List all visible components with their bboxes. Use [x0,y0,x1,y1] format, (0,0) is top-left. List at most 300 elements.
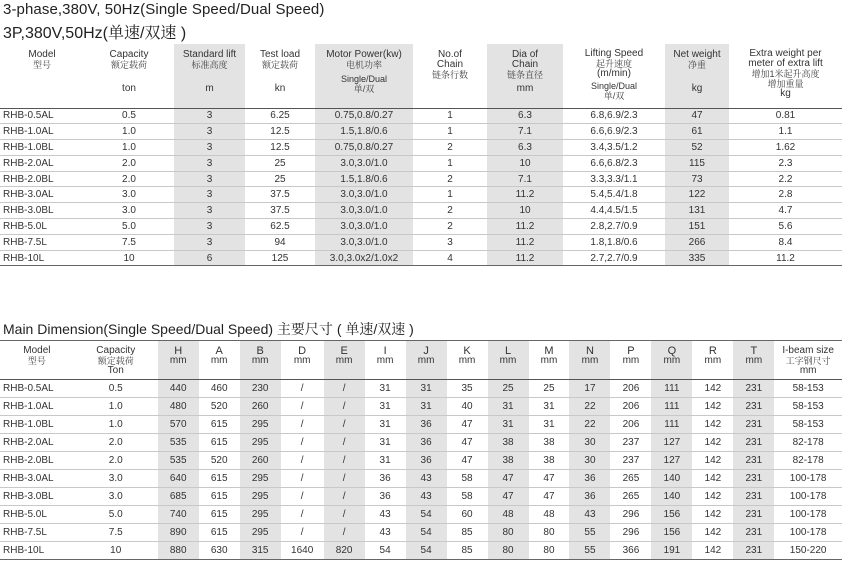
col-header-model: Model 型号 [23,345,51,366]
table-cell: 1 [447,110,453,122]
table-cell: 8.4 [778,236,793,248]
table-cell: 1640 [291,545,314,556]
table-cell: 3 [174,140,245,156]
table-cell: 2.0 [108,437,123,448]
table-cell: 142 [704,419,722,430]
col-header-dim-b: B mm [240,341,281,380]
table-cell: 80 [488,542,529,560]
table-cell: 231 [733,470,774,488]
table-cell: 140 [651,488,692,506]
col-header-extra-weight: Extra weight per meter of extra lift 增加1米起升高度 增加重量 kg [748,48,823,99]
table-cell: / [324,398,365,416]
table-cell: 47 [461,437,473,448]
model-cell: RHB-2.0BL [3,455,54,466]
table-cell: 615 [210,527,228,538]
table-cell: 36 [406,452,447,470]
table-cell: 62.5 [270,220,290,232]
table-cell: 47 [665,108,729,124]
table-cell: 55 [569,542,610,560]
table-cell: 100-178 [789,509,827,520]
table-cell: 3 [174,155,245,171]
table-cell: 2 [447,205,453,217]
table-cell: 25 [488,380,529,398]
table-cell: 82-178 [792,455,824,466]
table-cell: 36 [569,488,610,506]
table-cell: 4.7 [778,205,793,217]
model-cell: RHB-5.0L [3,509,47,520]
table-cell: 366 [622,545,640,556]
table-cell: 5.4,5.4/1.8 [590,189,638,201]
table-cell: 43 [406,470,447,488]
table-cell: 535 [158,434,199,452]
model-cell: RHB-1.0AL [3,126,54,138]
table-cell: 0.75,0.8/0.27 [315,140,413,156]
table-cell: 295 [240,488,281,506]
table-cell: 2.3 [778,157,793,169]
col-header-net-weight: Net weight 净重 kg [665,44,729,108]
table-cell: 7.5 [122,236,136,248]
table-cell: / [324,470,365,488]
table-cell: 890 [158,524,199,542]
table-cell: 3 [174,187,245,203]
spec-header-row [0,44,842,108]
table-cell: 40 [461,401,473,412]
table-cell: 37.5 [270,205,290,217]
table-cell: 100-178 [789,491,827,502]
col-header-dim-d: D mm [293,345,311,366]
table-cell: 266 [665,234,729,250]
table-cell: 127 [651,452,692,470]
table-cell: 3 [174,124,245,140]
table-cell: 115 [665,155,729,171]
table-cell: 142 [704,527,722,538]
table-cell: 82-178 [792,437,824,448]
table-cell: 142 [704,455,722,466]
table-cell: 3.0,3.0/1.0 [315,187,413,203]
col-header-capacity: Capacity 额定载荷 Ton [96,345,136,376]
table-cell: 43 [379,527,391,538]
table-cell: 237 [622,437,640,448]
table-row [0,398,842,416]
table-cell: 231 [733,434,774,452]
table-cell: 335 [665,250,729,266]
table-cell: 440 [158,380,199,398]
table-cell: 295 [240,524,281,542]
table-cell: 100-178 [789,473,827,484]
table-cell: 7.1 [487,124,563,140]
table-cell: 6.6,6.9/2.3 [590,126,638,138]
table-cell: / [324,524,365,542]
table-cell: 6.8,6.9/2.3 [590,110,638,122]
table-cell: 1.0 [108,401,123,412]
table-cell: 47 [543,491,555,502]
table-cell: 3.0,3.0x2/1.0x2 [315,250,413,266]
table-cell: 7.5 [108,527,123,538]
table-cell: 260 [240,398,281,416]
table-cell: 615 [210,437,228,448]
table-cell: 295 [240,470,281,488]
col-header-chain-count: No.of Chain 链条行数 [431,49,468,80]
table-cell: 31 [406,398,447,416]
table-cell: 36 [406,434,447,452]
table-cell: 38 [488,452,529,470]
table-cell: 142 [704,437,722,448]
table-cell: 80 [488,524,529,542]
table-cell: 54 [406,524,447,542]
table-cell: 206 [622,401,640,412]
table-cell: 55 [569,524,610,542]
dimension-table-body [0,380,842,560]
model-cell: RHB-0.5AL [3,110,54,122]
table-cell: 3.0,3.0/1.0 [315,203,413,219]
col-header-capacity: Capacity 额定载荷 ton [109,49,149,94]
table-cell: 640 [158,470,199,488]
table-cell: 820 [324,542,365,560]
spec-table-title-en: 3-phase,380V, 50Hz(Single Speed/Dual Speed) [3,1,325,18]
model-cell: RHB-2.0AL [3,437,54,448]
table-row [0,488,842,506]
table-row [0,250,842,266]
table-cell: 127 [651,434,692,452]
table-cell: 3.3,3.3/1.1 [590,173,638,185]
table-cell: 6.25 [270,110,290,122]
col-header-lifting-speed: Lifting Speed 起升速度 (m/min) Single/Dual 单/双 [584,48,644,101]
table-cell: 111 [651,380,692,398]
table-cell: / [300,383,304,394]
table-cell: 6.6,6.8/2.3 [590,157,638,169]
table-cell: 3.0 [108,473,123,484]
table-cell: 3.0,3.0/1.0 [315,219,413,235]
table-cell: 142 [704,401,722,412]
col-header-ibeam-size: I-beam size 工字钢尺寸 mm [782,345,834,376]
col-header-dim-k: K mm [458,345,476,366]
table-cell: 30 [569,452,610,470]
dimension-table-title: Main Dimension(Single Speed/Dual Speed) 主要尺寸 ( 单速/双速 ) [3,321,414,337]
table-cell: 111 [651,416,692,434]
table-cell: 206 [622,383,640,394]
table-cell: 142 [704,509,722,520]
table-cell: 11.2 [487,234,563,250]
model-cell: RHB-3.0BL [3,491,54,502]
table-cell: 140 [651,470,692,488]
table-cell: 740 [158,506,199,524]
model-cell: RHB-3.0AL [3,189,54,201]
table-cell: 6.3 [487,140,563,156]
table-cell: 58 [461,491,473,502]
table-cell: 94 [274,236,286,248]
table-cell: 3 [174,234,245,250]
table-cell: 47 [488,488,529,506]
col-header-dim-r: R mm [704,345,722,366]
table-cell: 31 [379,437,391,448]
table-cell: 111 [651,398,692,416]
table-cell: 52 [665,140,729,156]
dimension-table [0,340,842,560]
table-cell: 630 [210,545,228,556]
table-cell: 54 [406,542,447,560]
col-header-dim-p: P mm [622,345,640,366]
table-cell: 122 [665,187,729,203]
table-row [0,542,842,560]
table-row [0,416,842,434]
table-cell: 0.5 [122,110,136,122]
table-row [0,124,842,140]
table-cell: 3.0 [108,491,123,502]
table-cell: 520 [210,401,228,412]
table-cell: 231 [733,380,774,398]
table-cell: 37.5 [270,189,290,201]
table-cell: 31 [543,419,555,430]
table-cell: 58-153 [792,401,824,412]
table-cell: 1 [447,157,453,169]
table-cell: 1.1 [778,126,793,138]
table-cell: 1.62 [775,141,796,153]
table-cell: 43 [379,509,391,520]
table-cell: 3.0 [122,205,136,217]
table-cell: 48 [488,506,529,524]
table-cell: 25 [274,157,286,169]
table-row [0,524,842,542]
table-cell: 11.2 [776,252,795,264]
table-cell: 520 [210,455,228,466]
table-cell: 12.5 [270,141,290,153]
model-cell: RHB-1.0BL [3,419,54,430]
table-row [0,219,842,235]
table-row [0,380,842,398]
table-cell: 3 [174,203,245,219]
table-cell: 31 [543,401,555,412]
table-cell: 880 [158,542,199,560]
table-cell: 1.5,1.8/0.6 [315,171,413,187]
table-cell: 3.4,3.5/1.2 [590,141,638,153]
model-cell: RHB-7.5L [3,527,47,538]
col-header-model: Model 型号 [28,49,56,70]
table-cell: 265 [622,491,640,502]
table-cell: 100-178 [789,527,827,538]
model-cell: RHB-2.0AL [3,157,54,169]
table-cell: 58-153 [792,383,824,394]
table-cell: 36 [406,416,447,434]
table-cell: / [300,509,304,520]
table-cell: 2.2 [778,173,793,185]
table-cell: 1.0 [122,126,136,138]
col-header-dim-n: N mm [569,341,610,380]
table-cell: 43 [406,488,447,506]
table-cell: 535 [158,452,199,470]
table-cell: 11.2 [487,250,563,266]
table-cell: 315 [240,542,281,560]
col-header-dim-t: T mm [733,341,774,380]
model-cell: RHB-1.0BL [3,141,54,153]
table-cell: 685 [158,488,199,506]
table-cell: 80 [543,545,555,556]
col-header-standard-lift: Standard lift 标准高度 m [174,44,245,108]
table-cell: 3.0,3.0/1.0 [315,155,413,171]
col-header-dim-i: I mm [376,345,394,366]
table-cell: 1.5,1.8/0.6 [315,124,413,140]
table-cell: 31 [488,416,529,434]
table-cell: / [324,506,365,524]
model-cell: RHB-5.0L [3,220,47,232]
table-cell: 231 [733,506,774,524]
table-cell: 295 [240,416,281,434]
table-cell: 17 [569,380,610,398]
model-cell: RHB-3.0BL [3,205,54,217]
table-cell: 5.0 [108,509,123,520]
table-cell: / [300,419,304,430]
table-cell: 1.0 [122,141,136,153]
table-cell: 2.8,2.7/0.9 [590,220,638,232]
table-cell: 85 [461,527,473,538]
table-cell: 265 [622,473,640,484]
table-row [0,155,842,171]
spec-table-title-cn: 3P,380V,50Hz(单速/双速 ) [3,25,187,42]
table-cell: 150-220 [789,545,827,556]
col-header-dim-e: E mm [324,341,365,380]
table-cell: 3 [174,108,245,124]
table-cell: 231 [733,542,774,560]
table-cell: 142 [704,473,722,484]
table-cell: 3.0 [122,189,136,201]
table-cell: 142 [704,491,722,502]
table-cell: 31 [379,455,391,466]
table-row [0,470,842,488]
table-cell: / [300,491,304,502]
table-cell: 125 [271,252,289,264]
table-cell: 54 [406,506,447,524]
table-cell: 1.8,1.8/0.6 [590,236,638,248]
table-row [0,171,842,187]
table-cell: 58-153 [792,419,824,430]
table-cell: 48 [543,509,555,520]
table-cell: 191 [651,542,692,560]
table-row [0,187,842,203]
table-cell: 11.2 [487,219,563,235]
table-cell: 615 [210,473,228,484]
table-cell: 22 [569,398,610,416]
col-header-dim-j: J mm [406,341,447,380]
col-header-dim-l: L mm [488,341,529,380]
table-cell: / [300,527,304,538]
table-cell: 2.7,2.7/0.9 [590,252,638,264]
table-cell: 615 [210,509,228,520]
table-cell: 3 [447,236,453,248]
table-cell: 47 [461,455,473,466]
table-cell: 31 [488,398,529,416]
table-cell: 25 [543,383,555,394]
table-cell: 615 [210,491,228,502]
table-cell: / [300,401,304,412]
table-cell: 58 [461,473,473,484]
table-cell: 3 [174,219,245,235]
table-cell: / [300,455,304,466]
table-row [0,434,842,452]
table-cell: 7.1 [487,171,563,187]
table-cell: 31 [379,401,391,412]
table-cell: 38 [543,455,555,466]
model-cell: RHB-7.5L [3,236,47,248]
table-row [0,506,842,524]
table-cell: 30 [569,434,610,452]
table-cell: 85 [461,545,473,556]
table-row [0,108,842,124]
table-row [0,234,842,250]
table-cell: / [300,437,304,448]
table-cell: 237 [622,455,640,466]
table-cell: 156 [651,524,692,542]
table-cell: 3.0,3.0/1.0 [315,234,413,250]
table-cell: 4.4,4.5/1.5 [590,205,638,217]
table-cell: 31 [406,380,447,398]
table-cell: 80 [543,527,555,538]
dimension-header-row [0,341,842,380]
model-cell: RHB-3.0AL [3,473,54,484]
table-cell: 5.0 [122,220,136,232]
table-cell: 231 [733,398,774,416]
col-header-dim-a: A mm [210,345,228,366]
table-cell: 0.81 [775,110,796,122]
col-header-dim-m: M mm [540,345,558,366]
table-cell: 38 [543,437,555,448]
col-header-dim-h: H mm [158,341,199,380]
table-cell: 2 [447,141,453,153]
table-cell: 206 [622,419,640,430]
table-cell: 22 [569,416,610,434]
table-cell: 5.6 [778,220,793,232]
table-cell: 36 [379,491,391,502]
col-header-dim-q: Q mm [651,341,692,380]
table-cell: 296 [622,527,640,538]
table-cell: / [324,416,365,434]
table-cell: 615 [210,419,228,430]
table-cell: 260 [240,452,281,470]
table-cell: / [324,488,365,506]
table-cell: 10 [123,252,135,264]
table-cell: 12.5 [270,126,290,138]
table-cell: 6 [174,250,245,266]
table-cell: 1 [447,189,453,201]
table-cell: 54 [379,545,391,556]
table-row [0,140,842,156]
table-cell: 11.2 [487,187,563,203]
table-cell: 47 [488,470,529,488]
table-cell: 131 [665,203,729,219]
table-cell: 47 [543,473,555,484]
model-cell: RHB-0.5AL [3,383,54,394]
table-cell: 151 [665,219,729,235]
table-cell: 2.8 [778,189,793,201]
table-row [0,203,842,219]
table-cell: 231 [733,524,774,542]
specification-table [0,44,842,266]
model-cell: RHB-10L [3,252,45,264]
table-cell: 295 [240,434,281,452]
table-cell: 31 [379,419,391,430]
table-cell: 31 [379,383,391,394]
table-cell: / [300,473,304,484]
table-cell: 0.75,0.8/0.27 [315,108,413,124]
table-cell: 36 [379,473,391,484]
table-cell: / [324,452,365,470]
table-cell: 43 [569,506,610,524]
table-cell: 295 [240,506,281,524]
table-cell: 231 [733,452,774,470]
table-cell: 10 [487,203,563,219]
table-cell: 73 [665,171,729,187]
table-cell: 61 [665,124,729,140]
table-cell: 60 [461,509,473,520]
table-cell: 142 [704,545,722,556]
